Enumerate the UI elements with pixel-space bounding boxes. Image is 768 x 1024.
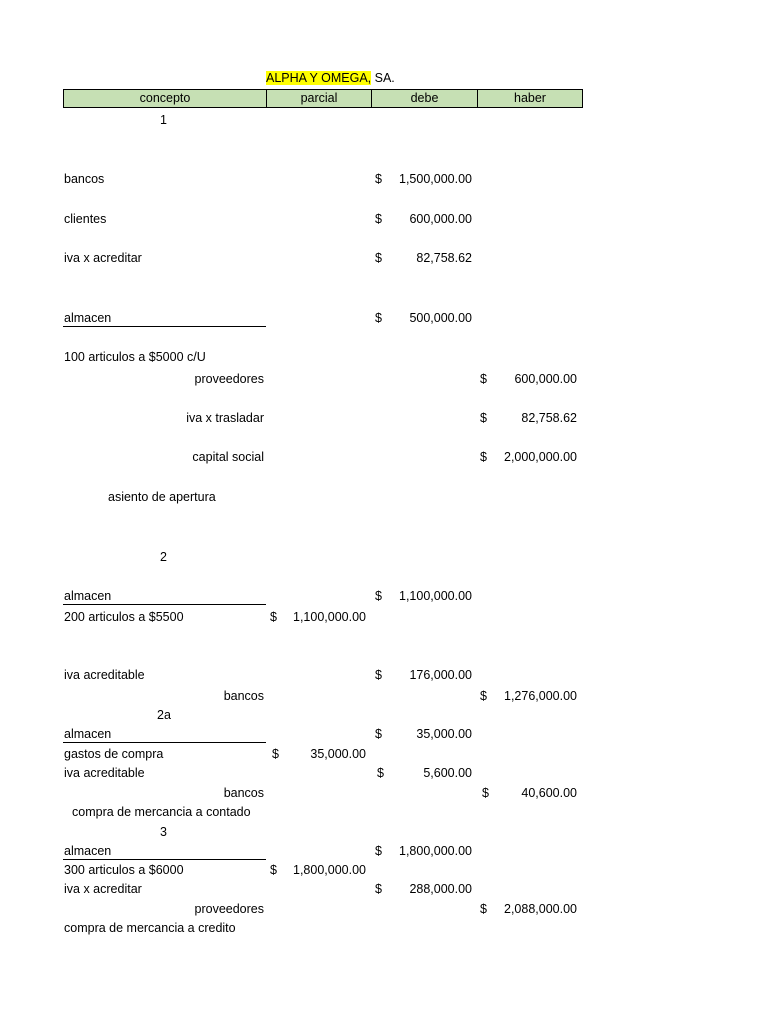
header-concepto: concepto: [64, 90, 267, 107]
concept-iva-acreditar: iva x acreditar: [64, 251, 142, 265]
concept-iva-acreditable: iva acreditable: [64, 766, 145, 780]
haber-amount: 82,758.62: [521, 411, 577, 425]
entry-description: compra de mercancia a credito: [64, 921, 236, 935]
concept-bancos: bancos: [64, 172, 105, 186]
debe-currency: $: [375, 311, 382, 325]
debe-amount: 600,000.00: [409, 212, 472, 226]
debe-amount: 35,000.00: [416, 727, 472, 741]
parcial-amount: 1,800,000.00: [293, 863, 366, 877]
debe-amount: 5,600.00: [423, 766, 472, 780]
concept-iva-acreditable: iva acreditable: [64, 668, 145, 682]
entry-number-2: 2: [160, 550, 167, 564]
concept-articulos: 200 articulos a $5500: [64, 610, 184, 624]
concept-iva-trasladar: iva x trasladar: [186, 411, 264, 425]
debe-currency: $: [375, 212, 382, 226]
debe-amount: 500,000.00: [409, 311, 472, 325]
parcial-currency: $: [272, 747, 279, 761]
debe-currency: $: [375, 172, 382, 186]
debe-amount: 82,758.62: [416, 251, 472, 265]
debe-currency: $: [375, 589, 382, 603]
haber-amount: 40,600.00: [521, 786, 577, 800]
title-rest: SA.: [371, 71, 395, 85]
concept-articulos: 300 articulos a $6000: [64, 863, 184, 877]
concept-bancos: bancos: [223, 786, 264, 800]
debe-amount: 288,000.00: [409, 882, 472, 896]
parcial-currency: $: [270, 863, 277, 877]
haber-amount: 1,276,000.00: [504, 689, 577, 703]
haber-currency: $: [480, 411, 487, 425]
title-highlighted: ALPHA Y OMEGA,: [266, 71, 372, 85]
debe-amount: 1,800,000.00: [399, 844, 472, 858]
entry-number-3: 3: [160, 825, 167, 839]
debe-currency: $: [375, 882, 382, 896]
concept-almacen: almacen: [63, 588, 266, 605]
haber-currency: $: [480, 689, 487, 703]
debe-currency: $: [375, 251, 382, 265]
debe-currency: $: [377, 766, 384, 780]
entry-description: asiento de apertura: [108, 490, 216, 504]
debe-amount: 176,000.00: [409, 668, 472, 682]
header-debe: debe: [372, 90, 478, 107]
haber-currency: $: [480, 450, 487, 464]
entry-description: compra de mercancia a contado: [72, 805, 251, 819]
concept-gastos-compra: gastos de compra: [64, 747, 164, 761]
debe-currency: $: [375, 727, 382, 741]
haber-currency: $: [482, 786, 489, 800]
parcial-currency: $: [270, 610, 277, 624]
page-title: [266, 70, 395, 87]
concept-proveedores: proveedores: [194, 372, 264, 386]
haber-amount: 600,000.00: [514, 372, 577, 386]
concept-bancos: bancos: [223, 689, 264, 703]
parcial-amount: 1,100,000.00: [293, 610, 366, 624]
haber-amount: 2,000,000.00: [504, 450, 577, 464]
debe-currency: $: [375, 844, 382, 858]
haber-currency: $: [480, 902, 487, 916]
parcial-amount: 35,000.00: [310, 747, 366, 761]
concept-almacen: almacen: [63, 843, 266, 860]
concept-articulos: 100 articulos a $5000 c/U: [64, 350, 206, 364]
header-haber: haber: [514, 91, 546, 105]
header-parcial: parcial: [267, 90, 372, 107]
debe-amount: 1,100,000.00: [399, 589, 472, 603]
haber-currency: $: [480, 372, 487, 386]
concept-proveedores: proveedores: [194, 902, 264, 916]
debe-currency: $: [375, 668, 382, 682]
concept-iva-acreditar: iva x acreditar: [64, 882, 142, 896]
haber-amount: 2,088,000.00: [504, 902, 577, 916]
header-row: [63, 89, 583, 108]
concept-almacen: almacen: [63, 726, 266, 743]
concept-clientes: clientes: [64, 212, 107, 226]
concept-capital-social: capital social: [192, 450, 264, 464]
concept-almacen: almacen: [63, 310, 266, 327]
entry-number-2a: 2a: [157, 708, 171, 722]
debe-amount: 1,500,000.00: [399, 172, 472, 186]
entry-number-1: 1: [160, 113, 167, 127]
